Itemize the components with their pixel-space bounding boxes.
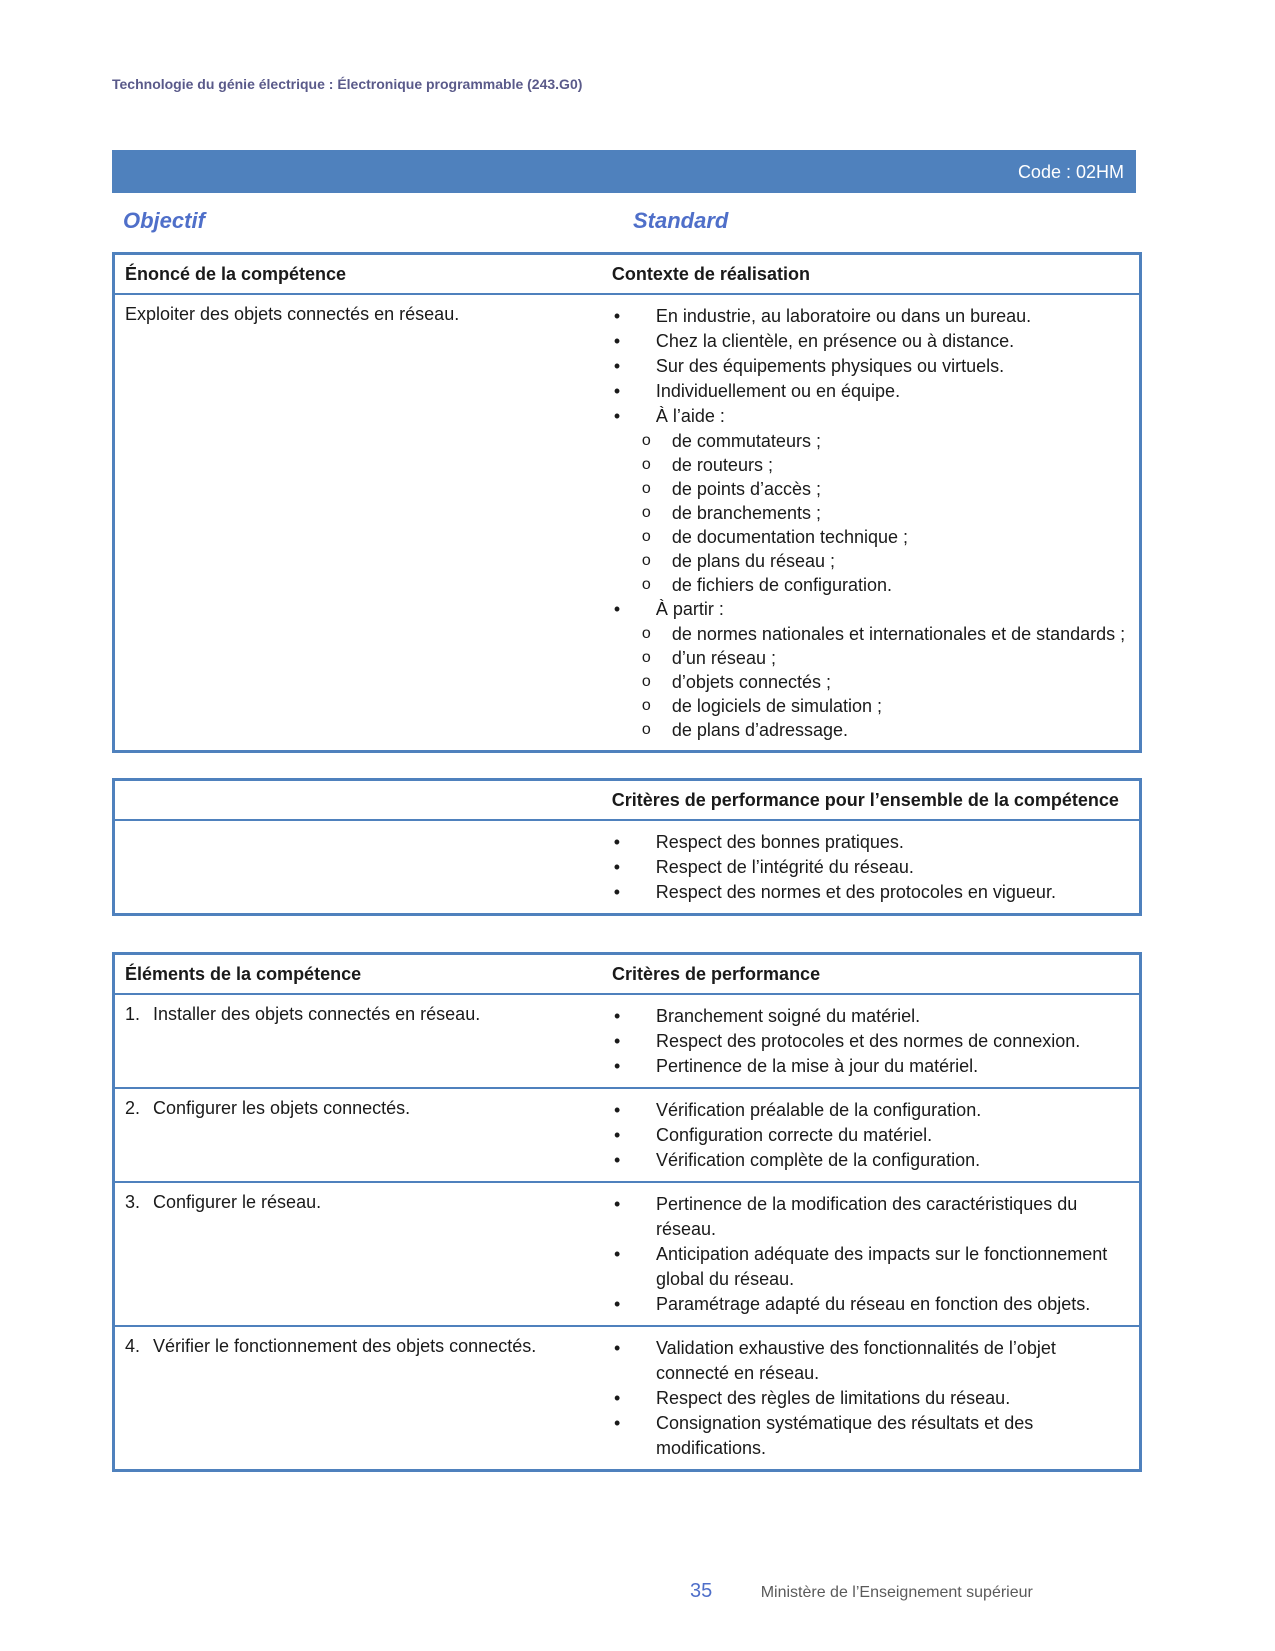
criteria-list-1 <box>602 994 1141 1088</box>
context-item: • Chez la clientèle, en présence ou à distance. <box>612 329 1129 354</box>
context-item-aide <box>612 404 1129 429</box>
elements-header: Éléments de la compétence <box>114 954 603 995</box>
aide-item: o de fichiers de configuration. <box>642 573 1129 597</box>
element-text: Installer des objets connectés en réseau. <box>153 1004 481 1024</box>
partir-item: o d’un réseau ; <box>642 646 1129 670</box>
criterion: • Pertinence de la mise à jour du matériel. <box>612 1054 1129 1079</box>
standard-heading: Standard <box>633 208 729 233</box>
global-criteria-header: Critères de performance pour l’ensemble de la compétence <box>602 780 1141 821</box>
global-criterion: • Respect des bonnes pratiques. <box>612 830 1129 855</box>
ministry-name: Ministère de l’Enseignement supérieur <box>760 1584 1033 1601</box>
aide-item: o de points d’accès ; <box>642 477 1129 501</box>
partir-label: À partir : <box>655 599 724 619</box>
context-item-partir <box>612 597 1129 622</box>
criteria-header: Critères de performance <box>602 954 1141 995</box>
context-header: Contexte de réalisation <box>602 254 1141 295</box>
criterion: • Consignation systématique des résultats et des modifications. <box>612 1411 1129 1461</box>
program-title: Technologie du génie électrique : Électronique programmable (243.G0) <box>112 76 583 92</box>
empty-cell <box>114 820 602 915</box>
criterion: • Respect des règles de limitations du réseau. <box>612 1386 1129 1411</box>
criterion: • Pertinence de la modification des caractéristiques du réseau. <box>612 1192 1129 1242</box>
element-3 <box>114 1182 603 1326</box>
objectif-heading: Objectif <box>123 208 205 233</box>
partir-item: o de plans d’adressage. <box>642 718 1129 742</box>
criteria-list-2 <box>602 1088 1141 1182</box>
aide-item: o de plans du réseau ; <box>642 549 1129 573</box>
competency-code: Code : 02HM <box>1017 162 1124 182</box>
element-number: 2. <box>125 1098 141 1118</box>
aide-item: o de routeurs ; <box>642 453 1129 477</box>
competency-statement-table <box>112 252 1142 753</box>
partir-item: o de normes nationales et internationales et de standards ; <box>642 622 1129 646</box>
page-footer <box>690 1580 1033 1603</box>
column-headings <box>123 208 1133 238</box>
aide-item: o de commutateurs ; <box>642 429 1129 453</box>
criterion: • Vérification complète de la configuration. <box>612 1148 1129 1173</box>
element-text: Configurer le réseau. <box>153 1192 322 1212</box>
element-number: 4. <box>125 1336 141 1356</box>
empty-header-cell <box>114 780 602 821</box>
element-text: Configurer les objets connectés. <box>153 1098 411 1118</box>
element-4 <box>114 1326 603 1471</box>
elements-criteria-table <box>112 952 1142 1472</box>
context-item: • En industrie, au laboratoire ou dans un bureau. <box>612 304 1129 329</box>
context-item: • Sur des équipements physiques ou virtuels. <box>612 354 1129 379</box>
criterion: • Branchement soigné du matériel. <box>612 1004 1129 1029</box>
global-criterion: • Respect des normes et des protocoles en vigueur. <box>612 880 1129 905</box>
element-2 <box>114 1088 603 1182</box>
page-number: 35 <box>690 1580 713 1602</box>
criteria-list-4 <box>602 1326 1141 1471</box>
element-1 <box>114 994 603 1088</box>
code-banner <box>112 150 1136 193</box>
aide-label: À l’aide : <box>655 406 725 426</box>
criterion: • Respect des protocoles et des normes de connexion. <box>612 1029 1129 1054</box>
element-number: 1. <box>125 1004 141 1024</box>
partir-item: o de logiciels de simulation ; <box>642 694 1129 718</box>
element-text: Vérifier le fonctionnement des objets connectés. <box>153 1336 537 1356</box>
statement-header: Énoncé de la compétence <box>114 254 602 295</box>
criterion: • Configuration correcte du matériel. <box>612 1123 1129 1148</box>
aide-item: o de documentation technique ; <box>642 525 1129 549</box>
global-criterion: • Respect de l’intégrité du réseau. <box>612 855 1129 880</box>
criterion: • Anticipation adéquate des impacts sur le fonctionnement global du réseau. <box>612 1242 1129 1292</box>
criterion: • Validation exhaustive des fonctionnalités de l’objet connecté en réseau. <box>612 1336 1129 1386</box>
criterion: • Paramétrage adapté du réseau en fonction des objets. <box>612 1292 1129 1317</box>
criteria-list-3 <box>602 1182 1141 1326</box>
context-item: • Individuellement ou en équipe. <box>612 379 1129 404</box>
global-criteria-table <box>112 778 1142 916</box>
element-number: 3. <box>125 1192 141 1212</box>
criterion: • Vérification préalable de la configuration. <box>612 1098 1129 1123</box>
context-list <box>602 294 1141 752</box>
global-criteria-list <box>602 820 1141 915</box>
partir-item: o d’objets connectés ; <box>642 670 1129 694</box>
aide-item: o de branchements ; <box>642 501 1129 525</box>
competency-statement: Exploiter des objets connectés en réseau. <box>125 304 460 324</box>
